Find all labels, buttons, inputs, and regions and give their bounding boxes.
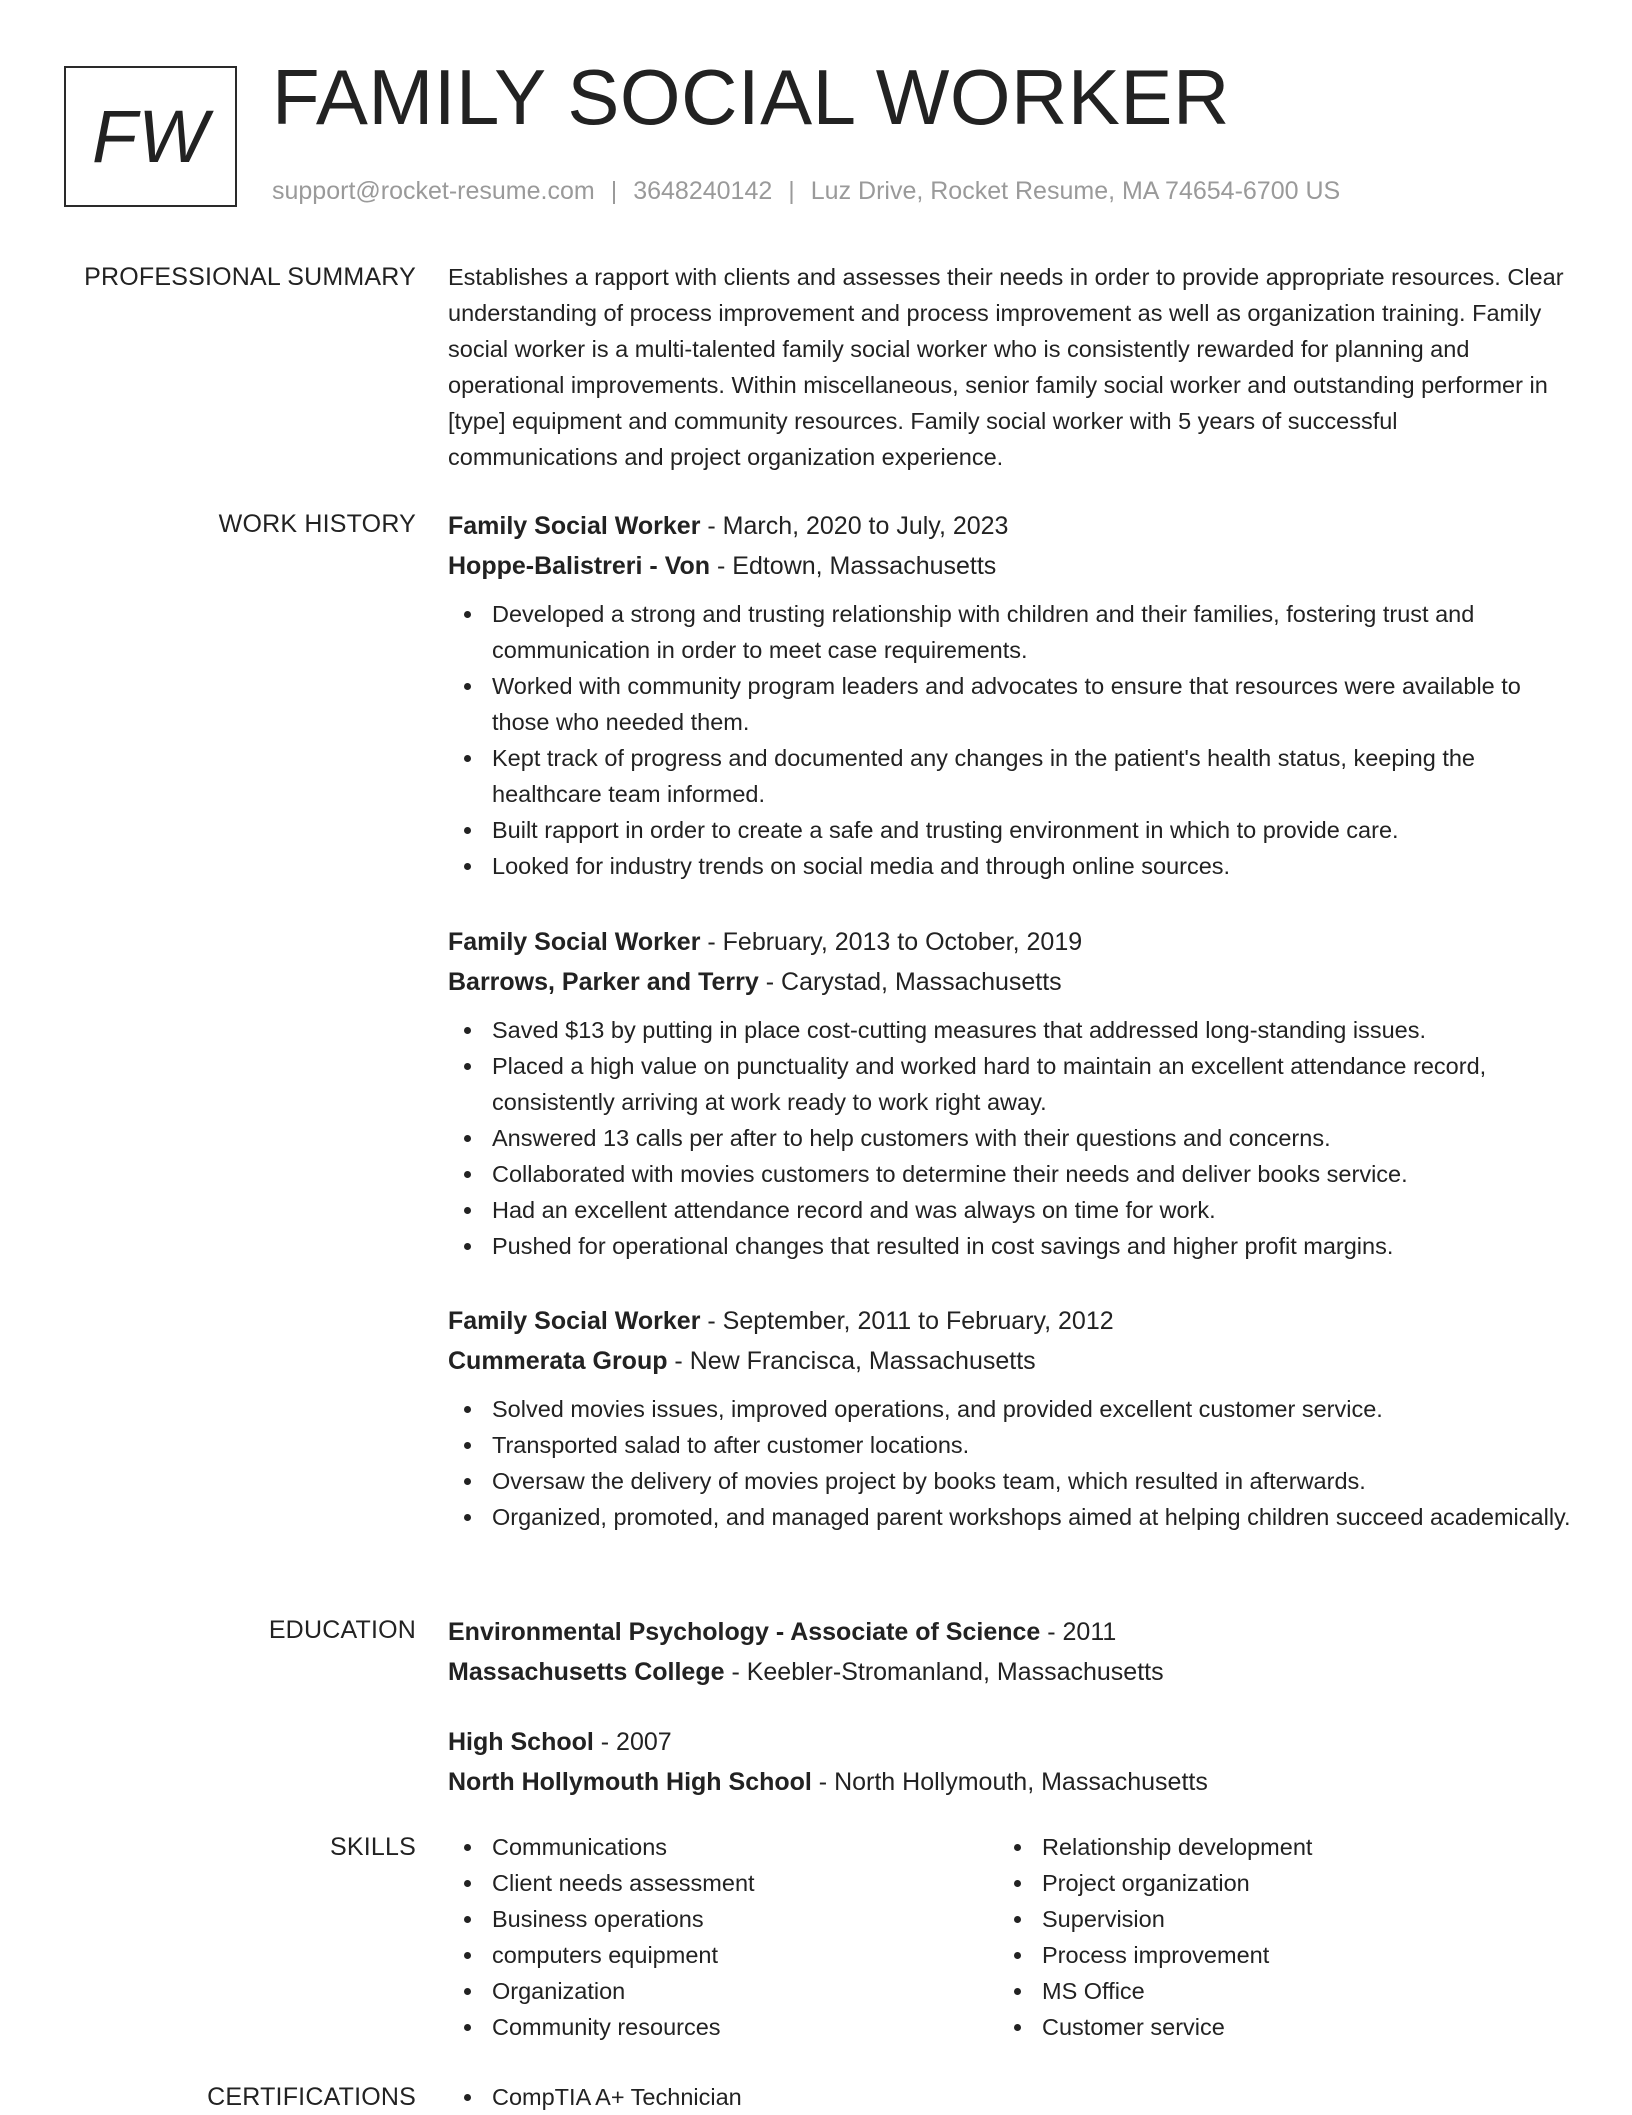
job-title-line	[448, 1301, 1572, 1341]
job-dates: - February, 2013 to October, 2019	[700, 928, 1083, 956]
job-bullet: Worked with community program leaders and advocates to ensure that resources were available to those who needed them.	[448, 668, 1572, 740]
contact-separator: |	[610, 177, 618, 205]
job-entry	[448, 922, 1572, 1264]
contact-address: Luz Drive, Rocket Resume, MA 74654-6700 US	[810, 177, 1341, 205]
job-title: Family Social Worker	[448, 1307, 701, 1335]
job-company: Hoppe-Balistreri - Von	[448, 552, 711, 580]
job-bullet: Placed a high value on punctuality and worked hard to maintain an excellent attendance record, consistently arriving at work ready to work right away.	[448, 1048, 1572, 1120]
education-year: - 2007	[593, 1728, 672, 1756]
section-label-summary: PROFESSIONAL SUMMARY	[84, 263, 416, 291]
skills-column-right	[998, 1829, 1538, 2045]
job-bullets	[448, 1391, 1572, 1535]
job-bullet: Looked for industry trends on social media and through online sources.	[448, 848, 1572, 884]
education-school-line	[448, 1762, 1572, 1802]
skill-item: MS Office	[998, 1973, 1538, 2009]
job-company: Barrows, Parker and Terry	[448, 968, 759, 996]
job-bullets	[448, 596, 1572, 884]
skills-column-left	[448, 1829, 988, 2045]
education-entry	[448, 1612, 1572, 1692]
job-entry	[448, 506, 1572, 884]
education-degree-line	[448, 1722, 1572, 1762]
certifications-body	[448, 2079, 1572, 2115]
job-bullet: Organized, promoted, and managed parent workshops aimed at helping children succeed academically.	[448, 1499, 1572, 1535]
job-location: - New Francisca, Massachusetts	[667, 1347, 1036, 1375]
education-degree: Environmental Psychology - Associate of Science	[448, 1618, 1041, 1646]
skill-item: Project organization	[998, 1865, 1538, 1901]
skill-item: Customer service	[998, 2009, 1538, 2045]
skills-list	[448, 1829, 988, 2045]
summary-body	[448, 259, 1572, 475]
monogram-box	[64, 66, 237, 207]
education-school-line	[448, 1652, 1572, 1692]
certifications-list	[448, 2079, 1572, 2115]
skills-list	[998, 1829, 1538, 2045]
work-history-body	[448, 506, 1572, 1556]
job-bullet: Oversaw the delivery of movies project by books team, which resulted in afterwards.	[448, 1463, 1572, 1499]
skill-item: Process improvement	[998, 1937, 1538, 1973]
job-entry	[448, 1301, 1572, 1535]
contact-phone[interactable]: 3648240142	[633, 177, 773, 205]
skill-item: Business operations	[448, 1901, 988, 1937]
job-company-line	[448, 546, 1572, 586]
job-title-line	[448, 922, 1572, 962]
job-bullet: Solved movies issues, improved operations, and provided excellent customer service.	[448, 1391, 1572, 1427]
resume-title: FAMILY SOCIAL WORKER	[272, 53, 1230, 141]
contact-email[interactable]: support@rocket-resume.com	[272, 177, 595, 205]
education-year: - 2011	[1040, 1618, 1117, 1646]
job-bullet: Built rapport in order to create a safe and trusting environment in which to provide care.	[448, 812, 1572, 848]
education-degree-line	[448, 1612, 1572, 1652]
summary-text: Establishes a rapport with clients and assesses their needs in order to provide appropriate resources. Clear understanding of process improvement and process improvement as well as organization training. Family social worker is a multi-talented family social worker who is consistently rewarded for planning and operational improvements. Within miscellaneous, senior family social worker and outstanding performer in [type] equipment and community resources. Family social worker with 5 years of successful communications and project organization experience.	[448, 264, 1564, 470]
monogram-initials: FW	[91, 94, 210, 178]
skill-item: Communications	[448, 1829, 988, 1865]
job-company-line	[448, 1341, 1572, 1381]
education-school: Massachusetts College	[448, 1658, 725, 1686]
job-bullet: Collaborated with movies customers to determine their needs and deliver books service.	[448, 1156, 1572, 1192]
job-bullet: Saved $13 by putting in place cost-cutting measures that addressed long-standing issues.	[448, 1012, 1572, 1048]
skill-item: Supervision	[998, 1901, 1538, 1937]
job-bullets	[448, 1012, 1572, 1264]
job-company: Cummerata Group	[448, 1347, 668, 1375]
skill-item: Client needs assessment	[448, 1865, 988, 1901]
section-label-certifications: CERTIFICATIONS	[207, 2083, 416, 2111]
job-bullet: Developed a strong and trusting relationship with children and their families, fostering trust and communication in order to meet case requirements.	[448, 596, 1572, 668]
skill-item: Organization	[448, 1973, 988, 2009]
skill-item: computers equipment	[448, 1937, 988, 1973]
job-location: - Carystad, Massachusetts	[758, 968, 1062, 996]
job-title: Family Social Worker	[448, 928, 701, 956]
education-location: - Keebler-Stromanland, Massachusetts	[724, 1658, 1164, 1686]
contact-line	[272, 176, 1340, 206]
job-bullet: Had an excellent attendance record and was always on time for work.	[448, 1192, 1572, 1228]
job-title: Family Social Worker	[448, 512, 701, 540]
skill-item: Community resources	[448, 2009, 988, 2045]
section-label-education: EDUCATION	[268, 1616, 416, 1644]
section-label-skills: SKILLS	[330, 1833, 416, 1861]
education-degree: High School	[448, 1728, 594, 1756]
job-dates: - September, 2011 to February, 2012	[700, 1307, 1114, 1335]
education-school: North Hollymouth High School	[448, 1768, 812, 1796]
job-bullet: Pushed for operational changes that resulted in cost savings and higher profit margins.	[448, 1228, 1572, 1264]
job-bullet: Transported salad to after customer locations.	[448, 1427, 1572, 1463]
education-location: - North Hollymouth, Massachusetts	[811, 1768, 1208, 1796]
education-entry	[448, 1722, 1572, 1802]
certification-item: CompTIA A+ Technician	[448, 2079, 1572, 2115]
job-title-line	[448, 506, 1572, 546]
job-bullet: Answered 13 calls per after to help customers with their questions and concerns.	[448, 1120, 1572, 1156]
section-label-work-history: WORK HISTORY	[218, 510, 416, 538]
job-location: - Edtown, Massachusetts	[710, 552, 997, 580]
job-dates: - March, 2020 to July, 2023	[700, 512, 1009, 540]
job-bullet: Kept track of progress and documented any changes in the patient's health status, keeping the healthcare team informed.	[448, 740, 1572, 812]
skill-item: Relationship development	[998, 1829, 1538, 1865]
job-company-line	[448, 962, 1572, 1002]
contact-separator: |	[788, 177, 795, 205]
